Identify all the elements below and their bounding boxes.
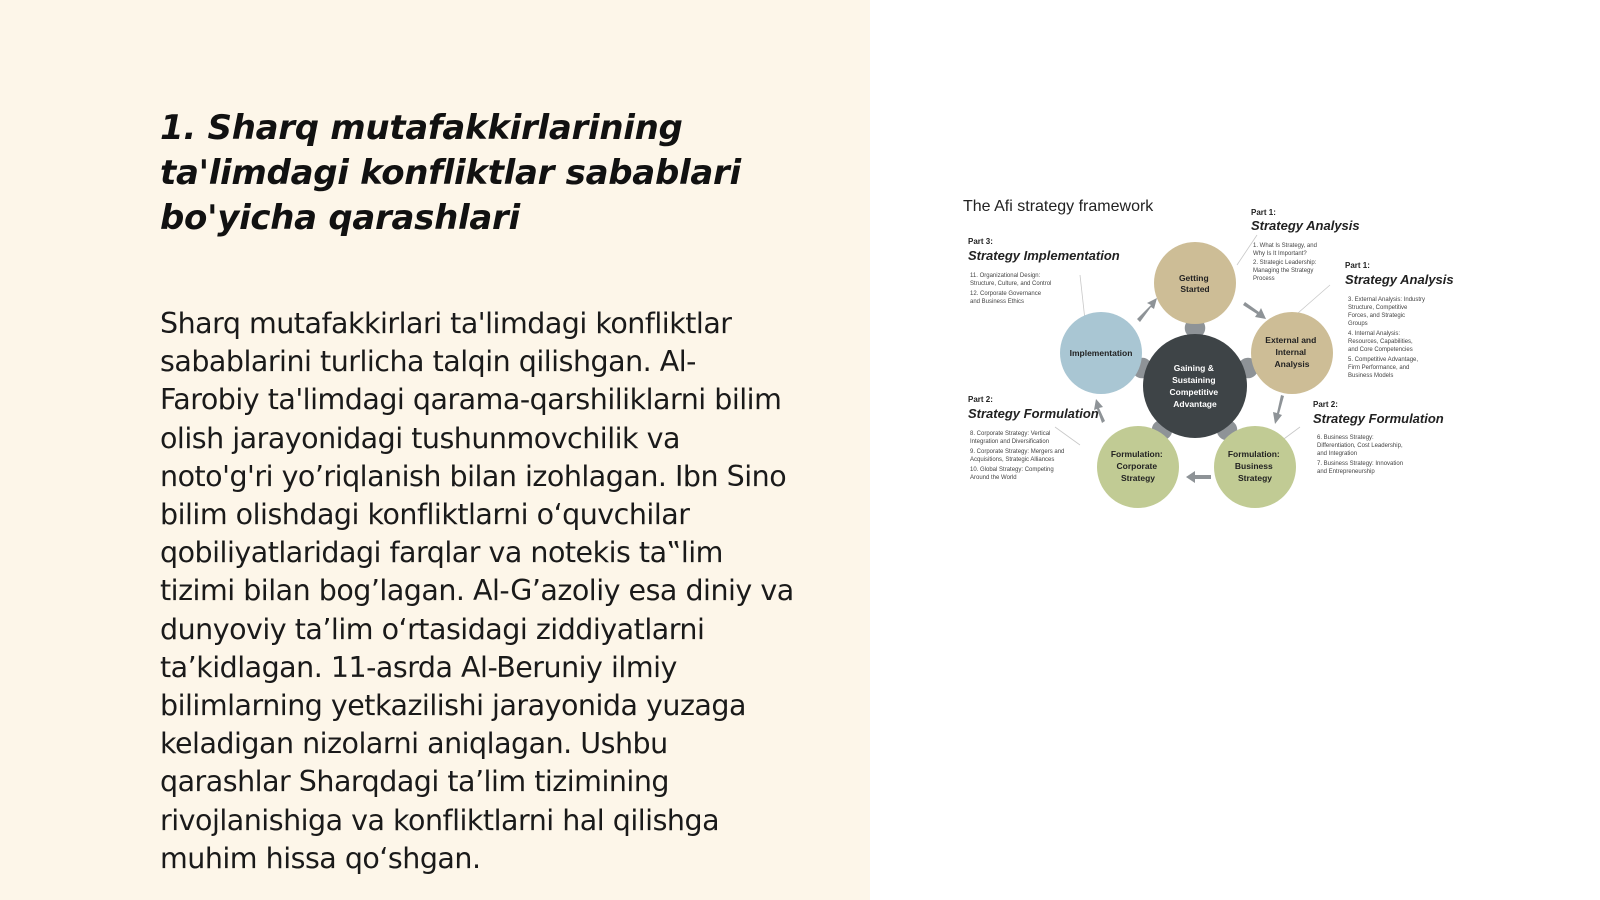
arrow-icon [1186, 471, 1211, 483]
node-competitive-advantage [1143, 334, 1247, 438]
title-line: bo'yicha qarashlari [160, 198, 520, 238]
body-line: rivojlanishiga va konfliktlarni hal qilishga [160, 803, 720, 837]
body-line: olish jarayonidagi tushunmovchilik va [160, 421, 680, 455]
leader-line [1055, 427, 1080, 445]
body-line: ta’kidlagan. 11-asrda Al-Beruniy ilmiy [160, 650, 677, 684]
part-analysis-top [1251, 208, 1360, 282]
svg-text:Strategy Analysis: Strategy Analysis [1251, 218, 1360, 233]
leader-line [1080, 275, 1085, 320]
slide-body-text [160, 305, 850, 878]
svg-text:Part 3:: Part 3: [968, 237, 993, 246]
arrow-icon [1137, 298, 1157, 322]
framework-diagram [955, 195, 1455, 525]
body-line: sabablarini turlicha talqin qilishgan. Al- [160, 345, 696, 379]
body-line: dunyoviy ta’lim o‘rtasidagi ziddiyatlarni [160, 612, 705, 646]
part-formulation-left [968, 395, 1099, 481]
part-implementation [968, 237, 1120, 305]
part-items: 6. Business Strategy: Differentiation, Cost Leadership, and Integration 7. Business Strategy: Innovation and Entrepreneurship [1317, 435, 1404, 475]
svg-text:Strategy Formulation: Strategy Formulation [968, 406, 1099, 421]
arrow-icon [1273, 395, 1284, 424]
svg-text:Part 1:: Part 1: [1345, 261, 1370, 270]
body-line: qobiliyatlaridagi farqlar va notekis ta‟lim [160, 536, 723, 570]
body-line: bilim olishdagi konfliktlarni o‘quvchilar [160, 498, 690, 532]
body-line: tizimi bilan bog’lagan. Al-G’azoliy esa diniy va [160, 574, 794, 608]
body-line: Sharq mutafakkirlari ta'limdagi konfliktlar [160, 307, 732, 340]
node-corporate-label: Formulation: Corporate Strategy [1110, 449, 1163, 483]
part-formulation-right [1313, 400, 1444, 475]
body-line: bilimlarning yetkazilishi jarayonida yuzaga [160, 689, 746, 723]
body-line: keladigan nizolarni aniqlagan. Ushbu [160, 727, 668, 761]
body-line: qarashlar Sharqdagi ta’lim tizimining [160, 765, 670, 799]
part-analysis-right [1345, 261, 1454, 379]
afi-strategy-framework-figure [955, 195, 1455, 525]
body-line: Farobiy ta'limdagi qarama-qarshiliklarni bilim [160, 383, 782, 417]
svg-text:Part 2:: Part 2: [1313, 400, 1338, 409]
part-items: 8. Corporate Strategy: Vertical Integration and Diversification 9. Corporate Strategy: Mergers and Acquisitions, Strategic Alliances 10. Global Strategy: Competing Around the World [970, 431, 1065, 481]
center-label: Gaining & Sustaining Competitive Advantage [1169, 363, 1219, 409]
body-line: noto'g'ri yo’riqlanish bilan izohlagan. Ibn Sino [160, 459, 787, 493]
title-line: ta'limdagi konfliktlar sabablari [160, 153, 741, 193]
node-getting-started-label: Getting Started [1178, 273, 1210, 294]
svg-text:Strategy Implementation: Strategy Implementation [968, 248, 1120, 263]
svg-text:Strategy Formulation: Strategy Formulation [1313, 411, 1444, 426]
node-implementation-label: Implementation [1069, 348, 1133, 358]
part-items: 3. External Analysis: Industry Structure, Competitive Forces, and Strategic Groups 4. Internal Analysis: Resources, Capabilities, and Core Competencies 5. Competitive Advantage, Firm Performance, and Business Models [1348, 297, 1426, 379]
node-business-label: Formulation: Business Strategy [1227, 449, 1280, 483]
framework-title: The Afi strategy framework [963, 198, 1154, 215]
svg-text:Part 1:: Part 1: [1251, 208, 1276, 217]
part-items: 1. What Is Strategy, and Why Is It Important? 2. Strategic Leadership: Managing the Strategy Process [1253, 243, 1317, 282]
arrow-icon [1243, 302, 1266, 319]
body-line: muhim hissa qo‘shgan. [160, 841, 481, 875]
part-items: 11. Organizational Design: Structure, Culture, and Control 12. Corporate Governance and Business Ethics [970, 273, 1052, 305]
slide-title [160, 106, 780, 241]
svg-text:Strategy Analysis: Strategy Analysis [1345, 272, 1454, 287]
node-getting-started [1154, 242, 1236, 324]
title-line: 1. Sharq mutafakkirlarining [160, 108, 683, 148]
node-external-internal-label: External and Internal Analysis [1265, 335, 1317, 369]
svg-text:Part 2:: Part 2: [968, 395, 993, 404]
